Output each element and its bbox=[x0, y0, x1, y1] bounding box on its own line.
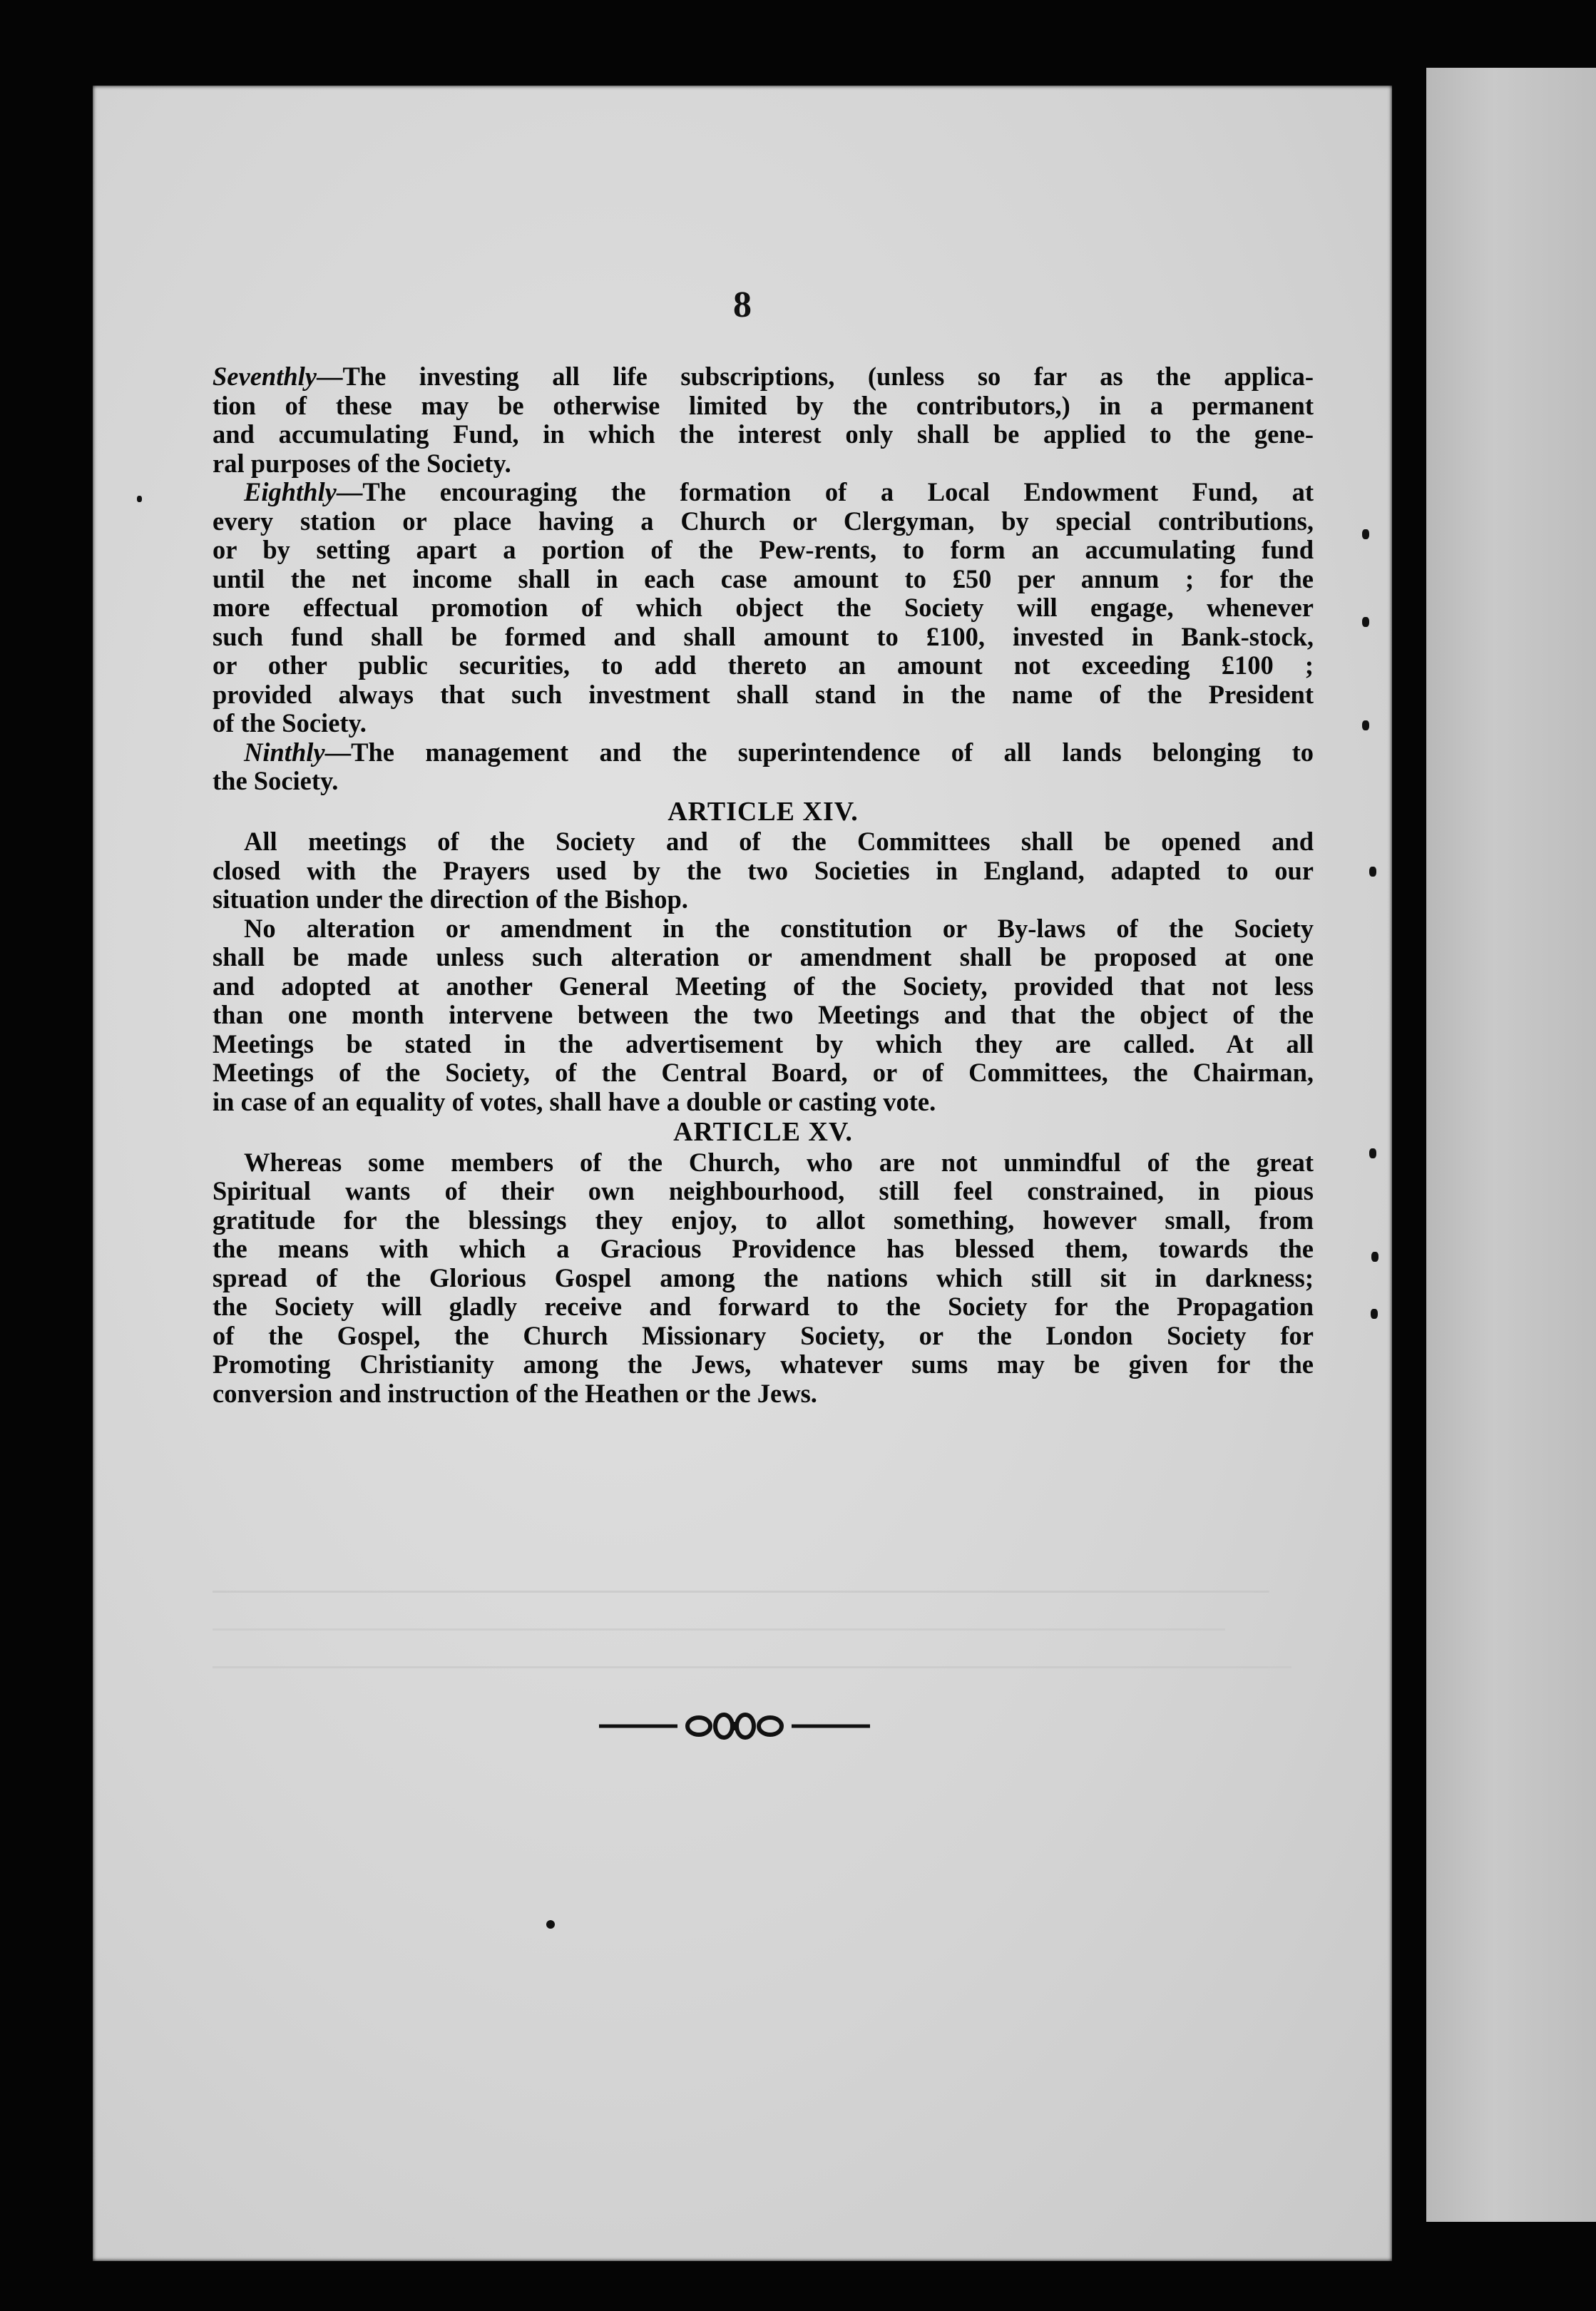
text-line: and adopted at another General Meeting of the Society, provided that not less bbox=[213, 971, 1314, 1001]
text-line: the Society. bbox=[213, 766, 339, 795]
document-page bbox=[93, 86, 1392, 2261]
text-line: in case of an equality of votes, shall have a double or casting vote. bbox=[213, 1086, 936, 1116]
paragraph-seventhly bbox=[213, 362, 1314, 478]
speck bbox=[1362, 529, 1369, 539]
text-line: gratitude for the blessings they enjoy, to allot something, however small, from bbox=[213, 1205, 1314, 1235]
text-line: Meetings be stated in the advertisement by which they are called. At all bbox=[213, 1029, 1314, 1058]
speck bbox=[1362, 720, 1369, 730]
lead-ninthly: Ninthly bbox=[244, 737, 325, 767]
speck bbox=[546, 1920, 555, 1929]
text-line: the Society will gladly receive and forward to the Society for the Propagation bbox=[213, 1292, 1314, 1321]
text-line: more effectual promotion of which object the Society will engage, whenever bbox=[213, 593, 1314, 622]
text-line: Spiritual wants of their own neighbourhood, still feel constrained, in pious bbox=[213, 1176, 1314, 1205]
text-line: All meetings of the Society and of the Committees shall be opened and bbox=[244, 827, 1314, 856]
text-line: the means with which a Gracious Providence has blessed them, towards the bbox=[213, 1234, 1314, 1263]
text-line: Whereas some members of the Church, who are not unmindful of the great bbox=[244, 1147, 1314, 1177]
text-line: until the net income shall in each case amount to £50 per annum ; for the bbox=[213, 563, 1314, 593]
article-14-paragraph-1 bbox=[213, 827, 1314, 914]
text-line: —The management and the superintendence of all lands belonging to bbox=[324, 737, 1314, 767]
page-number: 8 bbox=[733, 285, 752, 325]
article-14-paragraph-2 bbox=[213, 914, 1314, 1117]
text-line: such fund shall be formed and shall amount to £100, invested in Bank-stock, bbox=[213, 621, 1314, 651]
text-line: of the Gospel, the Church Missionary Society, or the London Society for bbox=[213, 1320, 1314, 1350]
text-line: than one month intervene between the two Meetings and that the object of the bbox=[213, 1000, 1314, 1029]
article-14-heading: ARTICLE XIV. bbox=[667, 796, 859, 827]
text-line: situation under the direction of the Bishop. bbox=[213, 884, 688, 914]
text-line: Promoting Christianity among the Jews, whatever sums may be given for the bbox=[213, 1350, 1314, 1379]
text-line: and accumulating Fund, in which the interest only shall be applied to the gene- bbox=[213, 419, 1314, 449]
ornament-divider-icon bbox=[599, 1710, 870, 1742]
adjacent-page-edge bbox=[1426, 68, 1596, 2222]
speck bbox=[1362, 617, 1369, 627]
text-line: ral purposes of the Society. bbox=[213, 448, 511, 478]
speck bbox=[137, 496, 142, 502]
text-line: —The encouraging the formation of a Local Endowment Fund, at bbox=[336, 477, 1314, 506]
text-line: provided always that such investment shall stand in the name of the President bbox=[213, 679, 1314, 709]
text-line: or other public securities, to add thereto an amount not exceeding £100 ; bbox=[213, 651, 1314, 680]
text-line: No alteration or amendment in the constitution or By-laws of the Society bbox=[244, 913, 1314, 943]
text-line: tion of these may be otherwise limited by the contributors,) in a permanent bbox=[213, 390, 1314, 420]
lead-seventhly: Seventhly bbox=[213, 362, 317, 391]
show-through-texture bbox=[213, 1569, 1314, 1704]
speck bbox=[1371, 1252, 1378, 1262]
text-line: or by setting apart a portion of the Pew-rents, to form an accumulating fund bbox=[213, 535, 1314, 564]
paragraph-ninthly bbox=[213, 738, 1314, 796]
speck bbox=[1369, 867, 1376, 877]
lead-eighthly: Eighthly bbox=[244, 477, 337, 506]
text-line: Meetings of the Society, of the Central Board, or of Committees, the Chairman, bbox=[213, 1058, 1314, 1087]
speck bbox=[1369, 1148, 1376, 1158]
text-line: of the Society. bbox=[213, 708, 367, 738]
text-line: conversion and instruction of the Heathen or the Jews. bbox=[213, 1378, 817, 1408]
article-15-paragraph-1 bbox=[213, 1148, 1314, 1409]
text-line: —The investing all life subscriptions, (unless so far as the applica- bbox=[316, 362, 1314, 391]
article-15-heading: ARTICLE XV. bbox=[673, 1117, 853, 1147]
text-line: every station or place having a Church or Clergyman, by special contributions, bbox=[213, 506, 1314, 536]
speck bbox=[1371, 1309, 1378, 1319]
body-text bbox=[213, 362, 1314, 1408]
paragraph-eighthly bbox=[213, 478, 1314, 738]
text-line: spread of the Glorious Gospel among the nations which still sit in darkness; bbox=[213, 1262, 1314, 1292]
text-line: closed with the Prayers used by the two Societies in England, adapted to our bbox=[213, 855, 1314, 885]
text-line: shall be made unless such alteration or amendment shall be proposed at one bbox=[213, 942, 1314, 971]
